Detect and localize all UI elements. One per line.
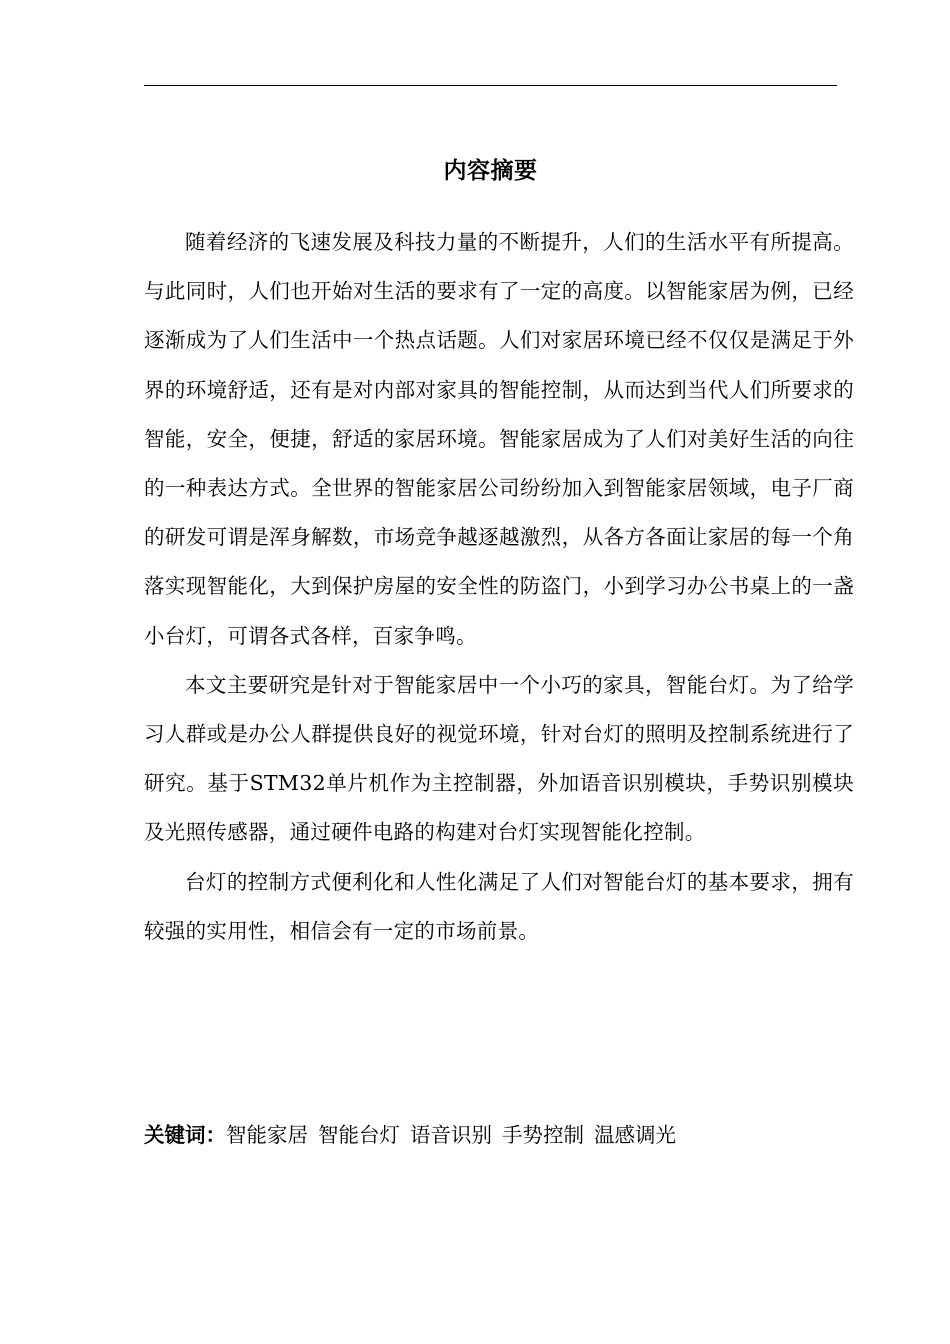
keyword-item: 智能台灯 [318, 1123, 400, 1147]
abstract-body [144, 218, 854, 956]
keyword-item: 智能家居 [226, 1123, 308, 1147]
keywords-line [144, 1119, 844, 1151]
keywords-label: 关键词： [144, 1123, 226, 1147]
keyword-item: 语音识别 [410, 1123, 492, 1147]
abstract-paragraph-2: 本文主要研究是针对于智能家居中一个小巧的家具，智能台灯。为了给学习人群或是办公人群提供良好的视觉环境，针对台灯的照明及控制系统进行了研究。基于STM32单片机作为主控制器，外加语音识别模块，手势识别模块及光照传感器，通过硬件电路的构建对台灯实现智能化控制。 [144, 672, 854, 845]
abstract-title: 内容摘要 [443, 158, 538, 184]
keyword-item: 手势控制 [502, 1123, 584, 1147]
abstract-paragraph-1: 随着经济的飞速发展及科技力量的不断提升，人们的生活水平有所提高。与此同时，人们也开始对生活的要求有了一定的高度。以智能家居为例，已经逐渐成为了人们生活中一个热点话题。人们对家居环境已经不仅仅是满足于外界的环境舒适，还有是对内部对家具的智能控制，从而达到当代人们所要求的智能，安全，便捷，舒适的家居环境。智能家居成为了人们对美好生活的向往的一种表达方式。全世界的智能家居公司纷纷加入到智能家居领域，电子厂商的研发可谓是浑身解数，市场竞争越逐越激烈，从各方各面让家居的每一个角落实现智能化，大到保护房屋的安全性的防盗门，小到学习办公书桌上的一盏小台灯，可谓各式各样，百家争鸣。 [144, 230, 854, 648]
header-rule [144, 85, 837, 86]
keyword-item: 温感调光 [594, 1123, 676, 1147]
abstract-paragraph-3: 台灯的控制方式便利化和人性化满足了人们对智能台灯的基本要求，拥有较强的实用性，相信会有一定的市场前景。 [144, 869, 854, 943]
